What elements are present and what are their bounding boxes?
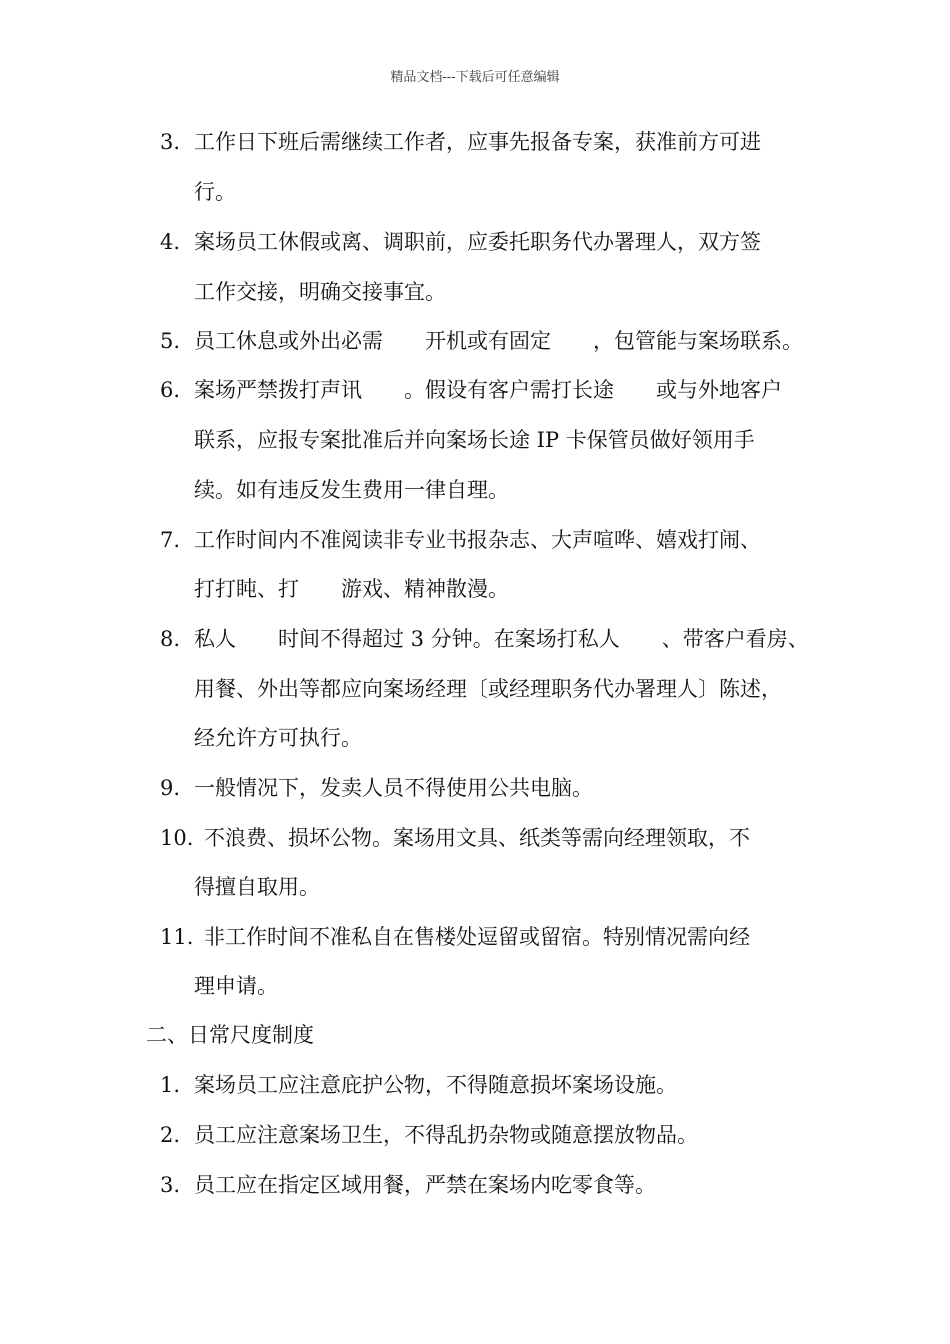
- item-text-line: 一般情况下，发卖人员不得使用公共电脑。: [194, 776, 593, 800]
- item-text-line: 案场员工休假或离、调职前，应委托职务代办署理人，双方签: [194, 230, 761, 254]
- item-text-line: 非工作时间不准私自在售楼处逗留或留宿。特别情况需向经: [204, 925, 750, 949]
- item-text-line: 行。: [194, 180, 236, 204]
- item-number: 2.: [160, 1123, 181, 1147]
- item-text-line: 理申请。: [194, 974, 278, 998]
- item-text-line: 经允许方可执行。: [194, 726, 362, 750]
- item-text-line: 打打盹、打 游戏、精神散漫。: [194, 577, 509, 601]
- item-text-line: 工作交接，明确交接事宜。: [194, 280, 446, 304]
- item-text-line: 联系，应报专案批准后并向案场长途 IP 卡保管员做好领用手: [194, 428, 755, 452]
- item-number: 5.: [160, 329, 181, 353]
- item-number: 11.: [160, 925, 194, 949]
- item-number: 8.: [160, 627, 181, 651]
- item-text-line: 案场严禁拨打声讯 。假设有客户需打长途 或与外地客户: [194, 378, 782, 402]
- item-text-line: 员工休息或外出必需 开机或有固定 ，包管能与案场联系。: [194, 329, 803, 353]
- item-text-line: 用餐、外出等都应向案场经理〔或经理职务代办署理人〕陈述，: [194, 677, 782, 701]
- page-header: 精品文档---下载后可任意编辑: [390, 70, 560, 85]
- item-text-line: 续。如有违反发生费用一律自理。: [194, 478, 509, 502]
- item-text-line: 工作日下班后需继续工作者，应事先报备专案，获准前方可进: [194, 130, 761, 154]
- item-text-line: 员工应注意案场卫生，不得乱扔杂物或随意摆放物品。: [194, 1123, 698, 1147]
- item-text-line: 得擅自取用。: [194, 875, 320, 899]
- item-number: 3.: [160, 1173, 181, 1197]
- item-number: 3.: [160, 130, 181, 154]
- item-number: 6.: [160, 378, 181, 402]
- item-text-line: 工作时间内不准阅读非专业书报杂志、大声喧哗、嬉戏打闹、: [194, 528, 761, 552]
- item-number: 9.: [160, 776, 181, 800]
- item-number: 1.: [160, 1073, 181, 1097]
- item-text-line: 私人 时间不得超过 3 分钟。在案场打私人 、带客户看房、: [194, 627, 809, 651]
- item-text-line: 员工应在指定区域用餐，严禁在案场内吃零食等。: [194, 1173, 656, 1197]
- item-text-line: 案场员工应注意庇护公物，不得随意损坏案场设施。: [194, 1073, 677, 1097]
- item-number: 4.: [160, 230, 181, 254]
- item-number: 10.: [160, 826, 194, 850]
- item-number: 7.: [160, 528, 181, 552]
- item-text-line: 不浪费、损坏公物。案场用文具、纸类等需向经理领取，不: [204, 826, 750, 850]
- section-title: 二、日常尺度制度: [146, 1023, 314, 1047]
